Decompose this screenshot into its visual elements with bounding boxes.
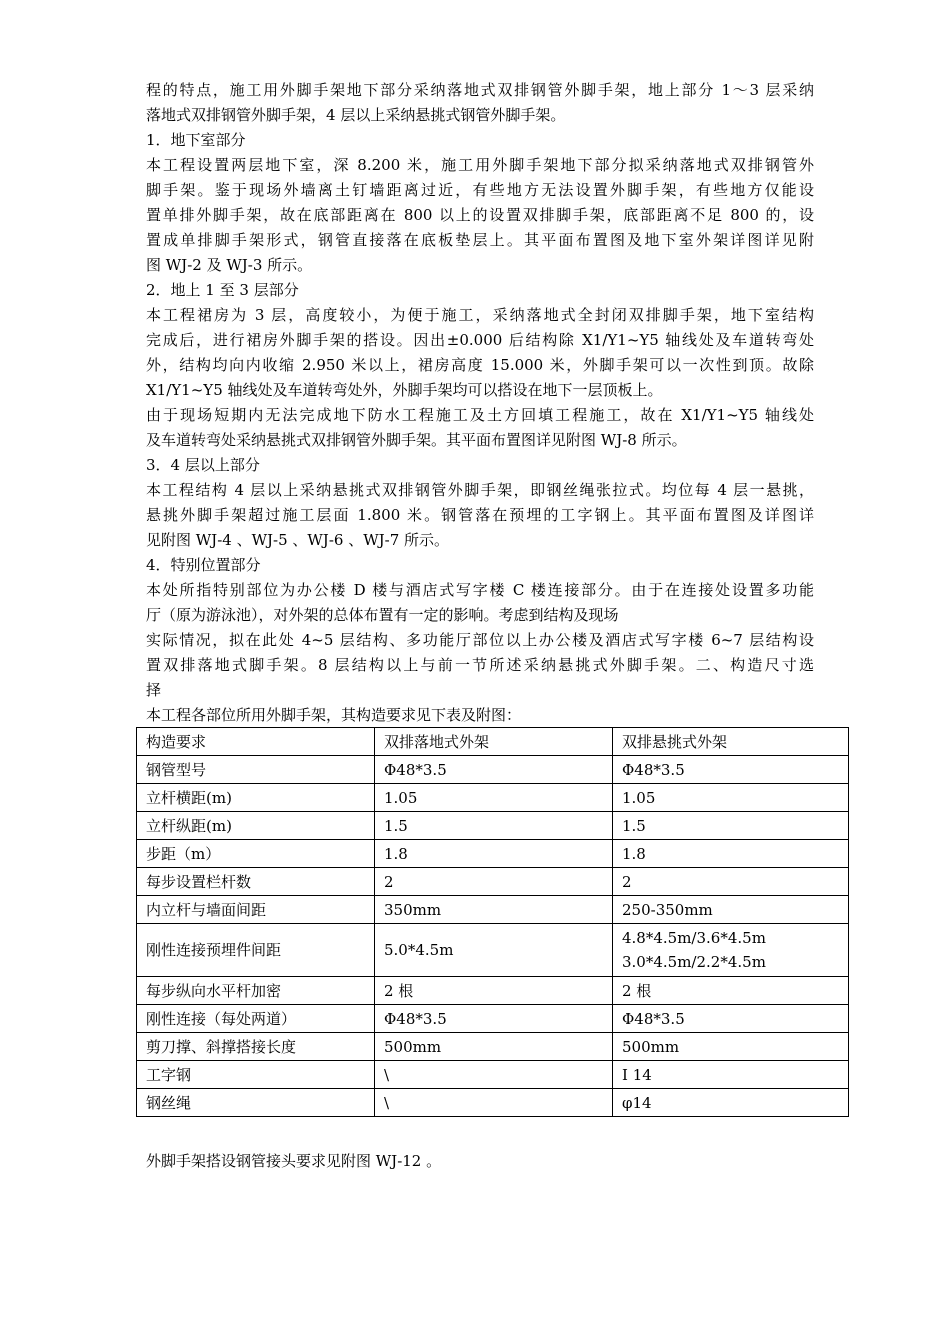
body-line: 本工程设置两层地下室，深 8.200 米，施工用外脚手架地下部分拟采纳落地式双排钢管外 (146, 156, 814, 174)
table-cell: 立杆横距(m) (137, 784, 375, 812)
table-cell: Φ48*3.5 (375, 1005, 613, 1033)
table-cell: 4.8*4.5m/3.6*4.5m 3.0*4.5m/2.2*4.5m (613, 924, 849, 977)
table-cell: 500mm (613, 1033, 849, 1061)
table-cell: 2 (375, 868, 613, 896)
body-line: 置成单排脚手架形式，钢管直接落在底板垫层上。其平面布置图及地下室外架详图详见附 (146, 231, 814, 249)
table-cell: 刚性连接预埋件间距 (137, 924, 375, 977)
table-row (137, 1089, 849, 1117)
table-row (137, 756, 849, 784)
table-cell: 步距（m） (137, 840, 375, 868)
table-row (137, 784, 849, 812)
table-cell: 2 (613, 868, 849, 896)
table-cell: Φ48*3.5 (375, 756, 613, 784)
table-cell: 5.0*4.5m (375, 924, 613, 977)
table-row (137, 840, 849, 868)
body-line: 落地式双排钢管外脚手架，4 层以上采纳悬挑式钢管外脚手架。 (146, 106, 566, 124)
body-line: 本工程各部位所用外脚手架，其构造要求见下表及附图： (146, 706, 522, 724)
table-cell: 1.05 (375, 784, 613, 812)
table-row (137, 1005, 849, 1033)
table-row (137, 812, 849, 840)
table-cell: 钢丝绳 (137, 1089, 375, 1117)
table-row (137, 977, 849, 1005)
table-cell: 每步设置栏杆数 (137, 868, 375, 896)
table-cell: 1.8 (375, 840, 613, 868)
table-cell: 立杆纵距(m) (137, 812, 375, 840)
table-cell: I 14 (613, 1061, 849, 1089)
body-line: 图 WJ-2 及 WJ-3 所示。 (146, 256, 313, 274)
body-line: 1．地下室部分 (146, 131, 246, 149)
table-cell: 2 根 (375, 977, 613, 1005)
table-cell: 1.5 (375, 812, 613, 840)
body-line: 置单排外脚手架，故在底部距离在 800 以上的设置双排脚手架，底部距离不足 800 的，设 (146, 206, 814, 224)
body-line: 厅（原为游泳池），对外架的总体布置有一定的影响。考虑到结构及现场 (146, 606, 619, 624)
body-line: 见附图 WJ-4 、WJ-5 、WJ-6 、WJ-7 所示。 (146, 531, 450, 549)
table-cell: φ14 (613, 1089, 849, 1117)
body-text (146, 78, 814, 728)
table-cell: \ (375, 1089, 613, 1117)
table-row (137, 868, 849, 896)
table-header-cell: 双排悬挑式外架 (613, 728, 849, 756)
table-row (137, 1061, 849, 1089)
body-line: 置双排落地式脚手架。8 层结构以上与前一节所述采纳悬挑式外脚手架。二、构造尺寸选 (146, 656, 814, 674)
table-cell: Φ48*3.5 (613, 1005, 849, 1033)
table-row (137, 896, 849, 924)
body-line: 择 (146, 681, 162, 699)
table-cell: 刚性连接（每处两道） (137, 1005, 375, 1033)
table-header-cell: 构造要求 (137, 728, 375, 756)
body-line: 脚手架。鉴于现场外墙离土钉墙距离过近，有些地方无法设置外脚手架，有些地方仅能设 (146, 181, 814, 199)
table-cell: Φ48*3.5 (613, 756, 849, 784)
body-line: 外，结构均向内收缩 2.950 米以上，裙房高度 15.000 米，外脚手架可以一次性到顶。故除 (146, 356, 814, 374)
body-line: 本处所指特别部位为办公楼 D 楼与酒店式写字楼 C 楼连接部分。由于在连接处设置多功能 (146, 581, 814, 599)
spec-table (136, 727, 849, 1117)
table-cell: 内立杆与墙面间距 (137, 896, 375, 924)
table-cell: 500mm (375, 1033, 613, 1061)
body-line: 实际情况，拟在此处 4~5 层结构、多功能厅部位以上办公楼及酒店式写字楼 6~7 层结构设 (146, 631, 814, 649)
table-header-row (137, 728, 849, 756)
body-line: 本工程裙房为 3 层，高度较小，为便于施工，采纳落地式全封闭双排脚手架，地下室结构 (146, 306, 814, 324)
body-line: 4．特别位置部分 (146, 556, 261, 574)
table-header-cell: 双排落地式外架 (375, 728, 613, 756)
footer-note: 外脚手架搭设钢管接头要求见附图 WJ-12 。 (146, 1152, 442, 1170)
body-line: 程的特点，施工用外脚手架地下部分采纳落地式双排钢管外脚手架，地上部分 1～3 层采纳 (146, 81, 814, 99)
body-line: 悬挑外脚手架超过施工层面 1.800 米。钢管落在预埋的工字钢上。其平面布置图及详图详 (146, 506, 814, 524)
body-line: 2．地上 1 至 3 层部分 (146, 281, 299, 299)
table-cell: 250-350mm (613, 896, 849, 924)
table-row (137, 1033, 849, 1061)
body-line: 完成后，进行裙房外脚手架的搭设。因出±0.000 后结构除 X1/Y1~Y5 轴线处及车道转弯处 (146, 331, 814, 349)
body-line: 本工程结构 4 层以上采纳悬挑式双排钢管外脚手架，即钢丝绳张拉式。均位每 4 层一悬挑， (146, 481, 814, 499)
table-cell: 1.8 (613, 840, 849, 868)
table-cell: 工字钢 (137, 1061, 375, 1089)
table-cell: \ (375, 1061, 613, 1089)
table-cell: 350mm (375, 896, 613, 924)
body-line: 由于现场短期内无法完成地下防水工程施工及土方回填工程施工，故在 X1/Y1~Y5 轴线处 (146, 406, 814, 424)
body-line: 3．4 层以上部分 (146, 456, 260, 474)
body-line: X1/Y1~Y5 轴线处及车道转弯处外，外脚手架均可以搭设在地下一层顶板上。 (146, 381, 663, 399)
table-cell: 2 根 (613, 977, 849, 1005)
table-row (137, 924, 849, 977)
table-cell: 1.05 (613, 784, 849, 812)
table-cell: 每步纵向水平杆加密 (137, 977, 375, 1005)
table-cell: 钢管型号 (137, 756, 375, 784)
table-cell: 剪刀撑、斜撑搭接长度 (137, 1033, 375, 1061)
table-cell: 1.5 (613, 812, 849, 840)
body-line: 及车道转弯处采纳悬挑式双排钢管外脚手架。其平面布置图详见附图 WJ-8 所示。 (146, 431, 687, 449)
